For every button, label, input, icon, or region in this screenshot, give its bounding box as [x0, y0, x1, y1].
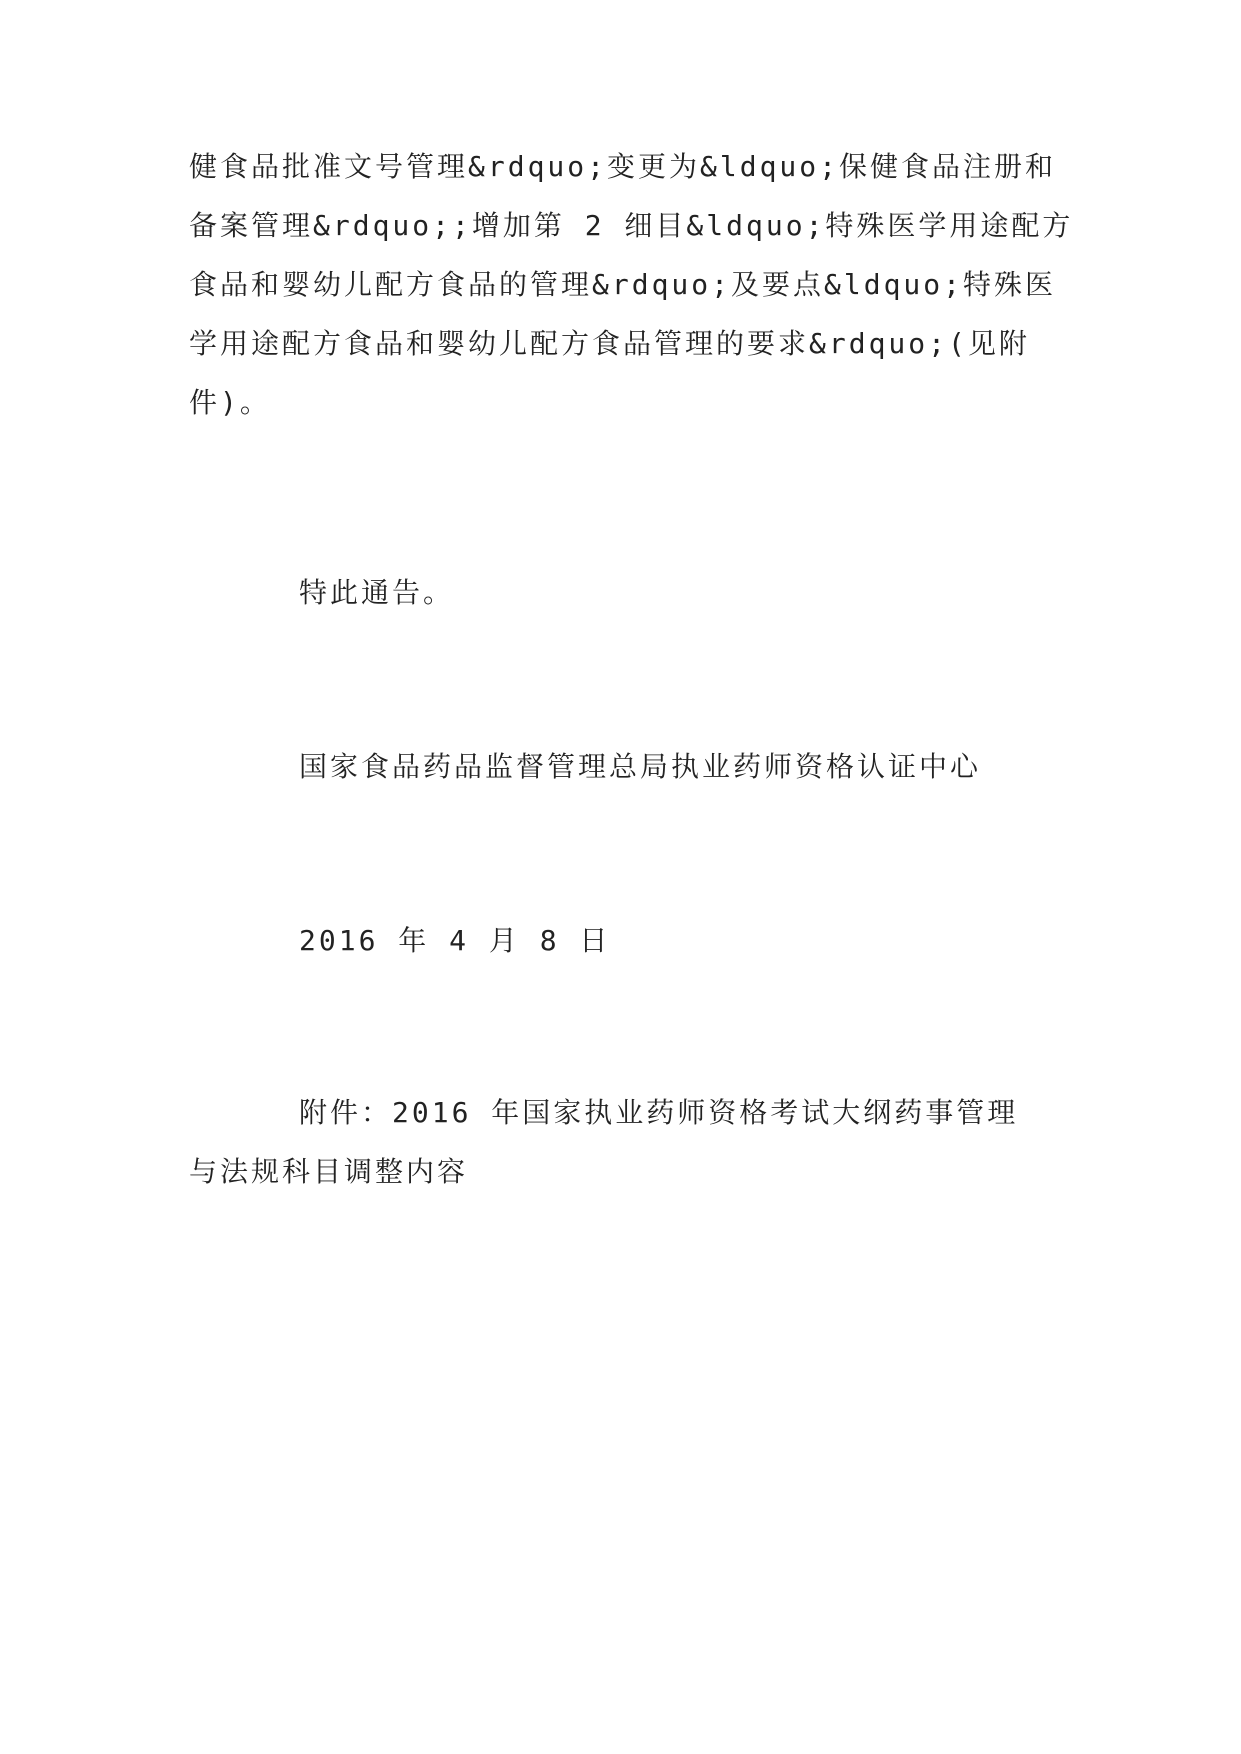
attachment-line: 附件：2016 年国家执业药师资格考试大纲药事管理 — [299, 1096, 1019, 1129]
body-line: 健食品批准文号管理&rdquo;变更为&ldquo;保健食品注册和 — [189, 150, 1057, 183]
body-line: 学用途配方食品和婴幼儿配方食品管理的要求&rdquo;(见附 — [189, 327, 1030, 360]
attachment-line: 与法规科目调整内容 — [189, 1155, 469, 1188]
date-text: 2016 年 4 月 8 日 — [299, 924, 611, 957]
issuer-text: 国家食品药品监督管理总局执业药师资格认证中心 — [299, 750, 982, 783]
body-line: 件)。 — [189, 386, 271, 419]
attachment-note — [189, 1083, 1069, 1201]
closing-text: 特此通告。 — [299, 576, 455, 609]
body-line: 食品和婴幼儿配方食品的管理&rdquo;及要点&ldquo;特殊医 — [189, 268, 1057, 301]
body-line: 备案管理&rdquo;;增加第 2 细目&ldquo;特殊医学用途配方 — [189, 209, 1074, 242]
body-paragraph — [189, 137, 1074, 432]
